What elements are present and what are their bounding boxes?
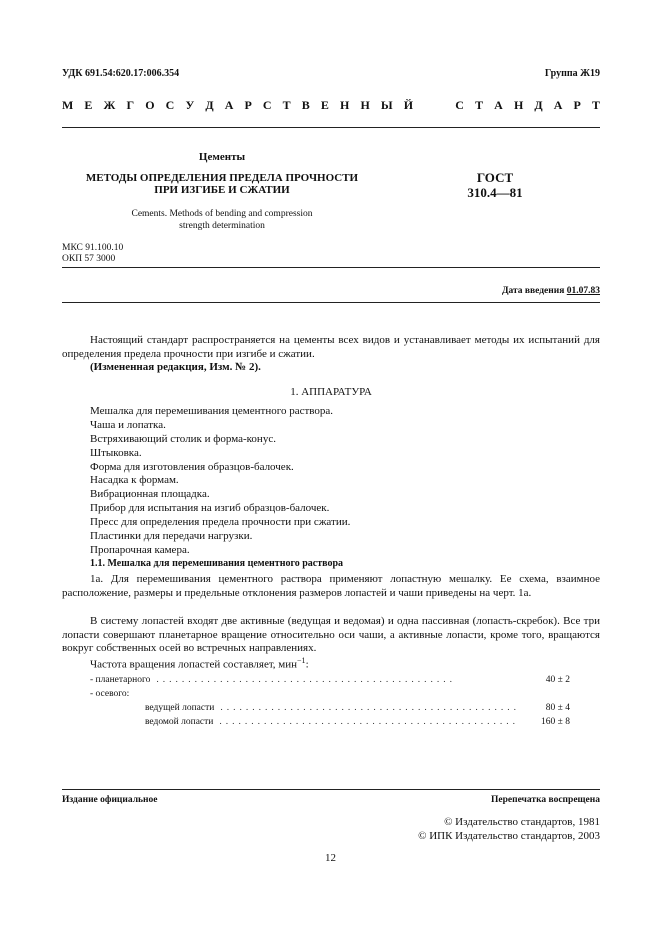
gost-designation: ГОСТ 310.4—81: [467, 170, 523, 200]
english-title: Cements. Methods of bending and compression strength determination: [131, 209, 313, 231]
list-item: Чаша и лопатка.: [90, 419, 166, 431]
document-title: МЕТОДЫ ОПРЕДЕЛЕНИЯ ПРЕДЕЛА ПРОЧНОСТИ ПРИ ИЗГИБЕ И СЖАТИИ: [85, 172, 359, 196]
subsection-heading: 1.1. Мешалка для перемешивания цементного раствора: [90, 558, 344, 569]
list-item: Насадка к формам.: [90, 474, 179, 486]
axial-label: - осевого:: [90, 689, 130, 699]
frequency-intro: Частота вращения лопастей составляет, мин$^{-1}$:: [90, 656, 309, 671]
paragraph-1a: 1а. Для перемешивания цементного раствора применяют лопастную мешалку. Ее схема, взаимное расположение, размеры и предельные отклонения размеров лопастей и чаши приведены на черт. 1а.: [62, 573, 600, 599]
header-rule: [62, 127, 600, 128]
udk-code: УДК 691.54:620.17:006.354: [62, 68, 180, 79]
paragraph-blades: В систему лопастей входят две активные (ведущая и ведомая) и одна пассивная (лопасть-скребок). Все три лопасти совершают планетарное вращение относительно оси чаши, а активные лопасти, кроме того, вращаются вокруг собственных осей во встречных направлениях.: [62, 615, 600, 654]
list-item: Форма для изготовления образцов-балочек.: [90, 461, 294, 473]
planetary-row: - планетарного ............................................... 40 ± 2: [90, 675, 570, 685]
list-item: Мешалка для перемешивания цементного раствора.: [90, 405, 334, 417]
list-item: Вибрационная площадка.: [90, 488, 210, 500]
footer-rule: [62, 789, 600, 790]
interstate-standard-banner: М Е Ж Г О С У Д А Р С Т В Е Н Н Ы Й С Т А Н Д А Р Т: [62, 98, 600, 112]
title-rule: [62, 267, 600, 268]
list-item: Встряхивающий столик и форма-конус.: [90, 433, 276, 445]
classification-codes: МКС 91.100.10 ОКП 57 3000: [62, 243, 124, 264]
official-edition: Издание официальное: [62, 795, 158, 805]
effective-date: Дата введения 01.07.83: [501, 286, 600, 296]
subject: Цементы: [198, 151, 246, 163]
copyright-1981: © Издательство стандартов, 1981: [444, 816, 600, 828]
group-code: Группа Ж19: [544, 68, 600, 79]
intro-paragraph: Настоящий стандарт распространяется на цементы всех видов и устанавливает методы их испытаний для определения предела прочности при изгибе и сжатии. (Измененная редакция, Изм. № 2).: [62, 334, 600, 373]
list-item: Штыковка.: [90, 447, 142, 459]
date-rule: [62, 302, 600, 303]
list-item: Пресс для определения предела прочности при сжатии.: [90, 516, 351, 528]
list-item: Прибор для испытания на изгиб образцов-балочек.: [90, 502, 330, 514]
driven-blade-row: ведомой лопасти ............................................... 160 ± 8: [145, 717, 570, 727]
reprint-notice: Перепечатка воспрещена: [490, 795, 600, 805]
section-heading: 1. АППАРАТУРА: [290, 386, 372, 398]
lead-blade-row: ведущей лопасти ............................................... 80 ± 4: [145, 703, 570, 713]
page-number: 12: [325, 852, 336, 864]
copyright-2003: © ИПК Издательство стандартов, 2003: [418, 830, 600, 842]
list-item: Пластинки для передачи нагрузки.: [90, 530, 253, 542]
list-item: Пропарочная камера.: [90, 544, 190, 556]
